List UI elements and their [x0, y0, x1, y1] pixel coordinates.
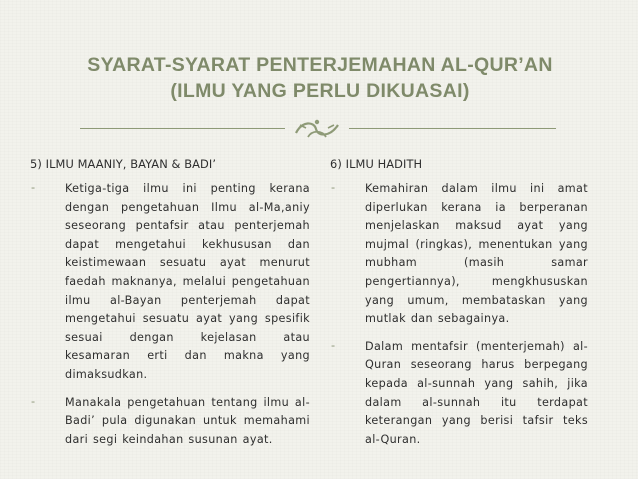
list-item — [330, 338, 588, 450]
bullet-dash: - — [31, 393, 36, 408]
slide-title — [40, 52, 600, 104]
list-item-text: Manakala pengetahuan tentang ilmu al-Badi’ pula digunakan untuk memahami dari segi keindahan susunan ayat. — [65, 395, 310, 446]
left-column-heading: 5) ILMU MAANIY, BAYAN & BADI’ — [30, 157, 217, 171]
slide-title-line-1: SYARAT-SYARAT PENTERJEMAHAN AL-QUR’AN — [87, 54, 553, 76]
flourish-icon — [292, 116, 342, 142]
bullet-dash: - — [331, 180, 336, 194]
right-column-heading: 6) ILMU HADITH — [330, 157, 423, 171]
list-item — [30, 180, 310, 385]
slide-title-line-2: (ILMU YANG PERLU DIKUASAI) — [170, 80, 470, 102]
list-item-text: Ketiga-tiga ilmu ini penting kerana dengan pengetahuan Ilmu al-Ma,aniy seseorang pentafsir atau penterjemah dapat mengetahui kekhususan dan keistimewaan sesuatu ayat menurut faedah maknanya, melalui pengetahuan ilmu al-Bayan penterjemah dapat mengetahui sesuatu ayat yang spesifik sesuai dengan kejelasan atau kesamaran erti dan makna yang dimaksudkan. — [65, 182, 310, 381]
list-item — [330, 180, 588, 329]
list-item-text: Kemahiran dalam ilmu ini amat diperlukan kerana ia berperanan menjelaskan maksud ayat yang mujmal (ringkas), menentukan yang mubham (masih samar pengertiannya), mengkhususkan yang umum, membataskan yang mutlak dan sebagainya. — [365, 182, 588, 326]
divider-right — [349, 128, 556, 129]
divider-left — [80, 128, 285, 129]
list-item-text: Dalam mentafsir (menterjemah) al-Quran seseorang harus berpegang kepada al-sunnah yang sahih, jika dalam al-sunnah itu terdapat keterangan yang berisi tafsir teks al-Quran. — [365, 339, 588, 446]
right-column — [330, 157, 588, 458]
bullet-dash: - — [331, 337, 336, 352]
left-column — [30, 157, 310, 458]
list-item — [30, 394, 310, 450]
bullet-dash: - — [31, 180, 36, 194]
